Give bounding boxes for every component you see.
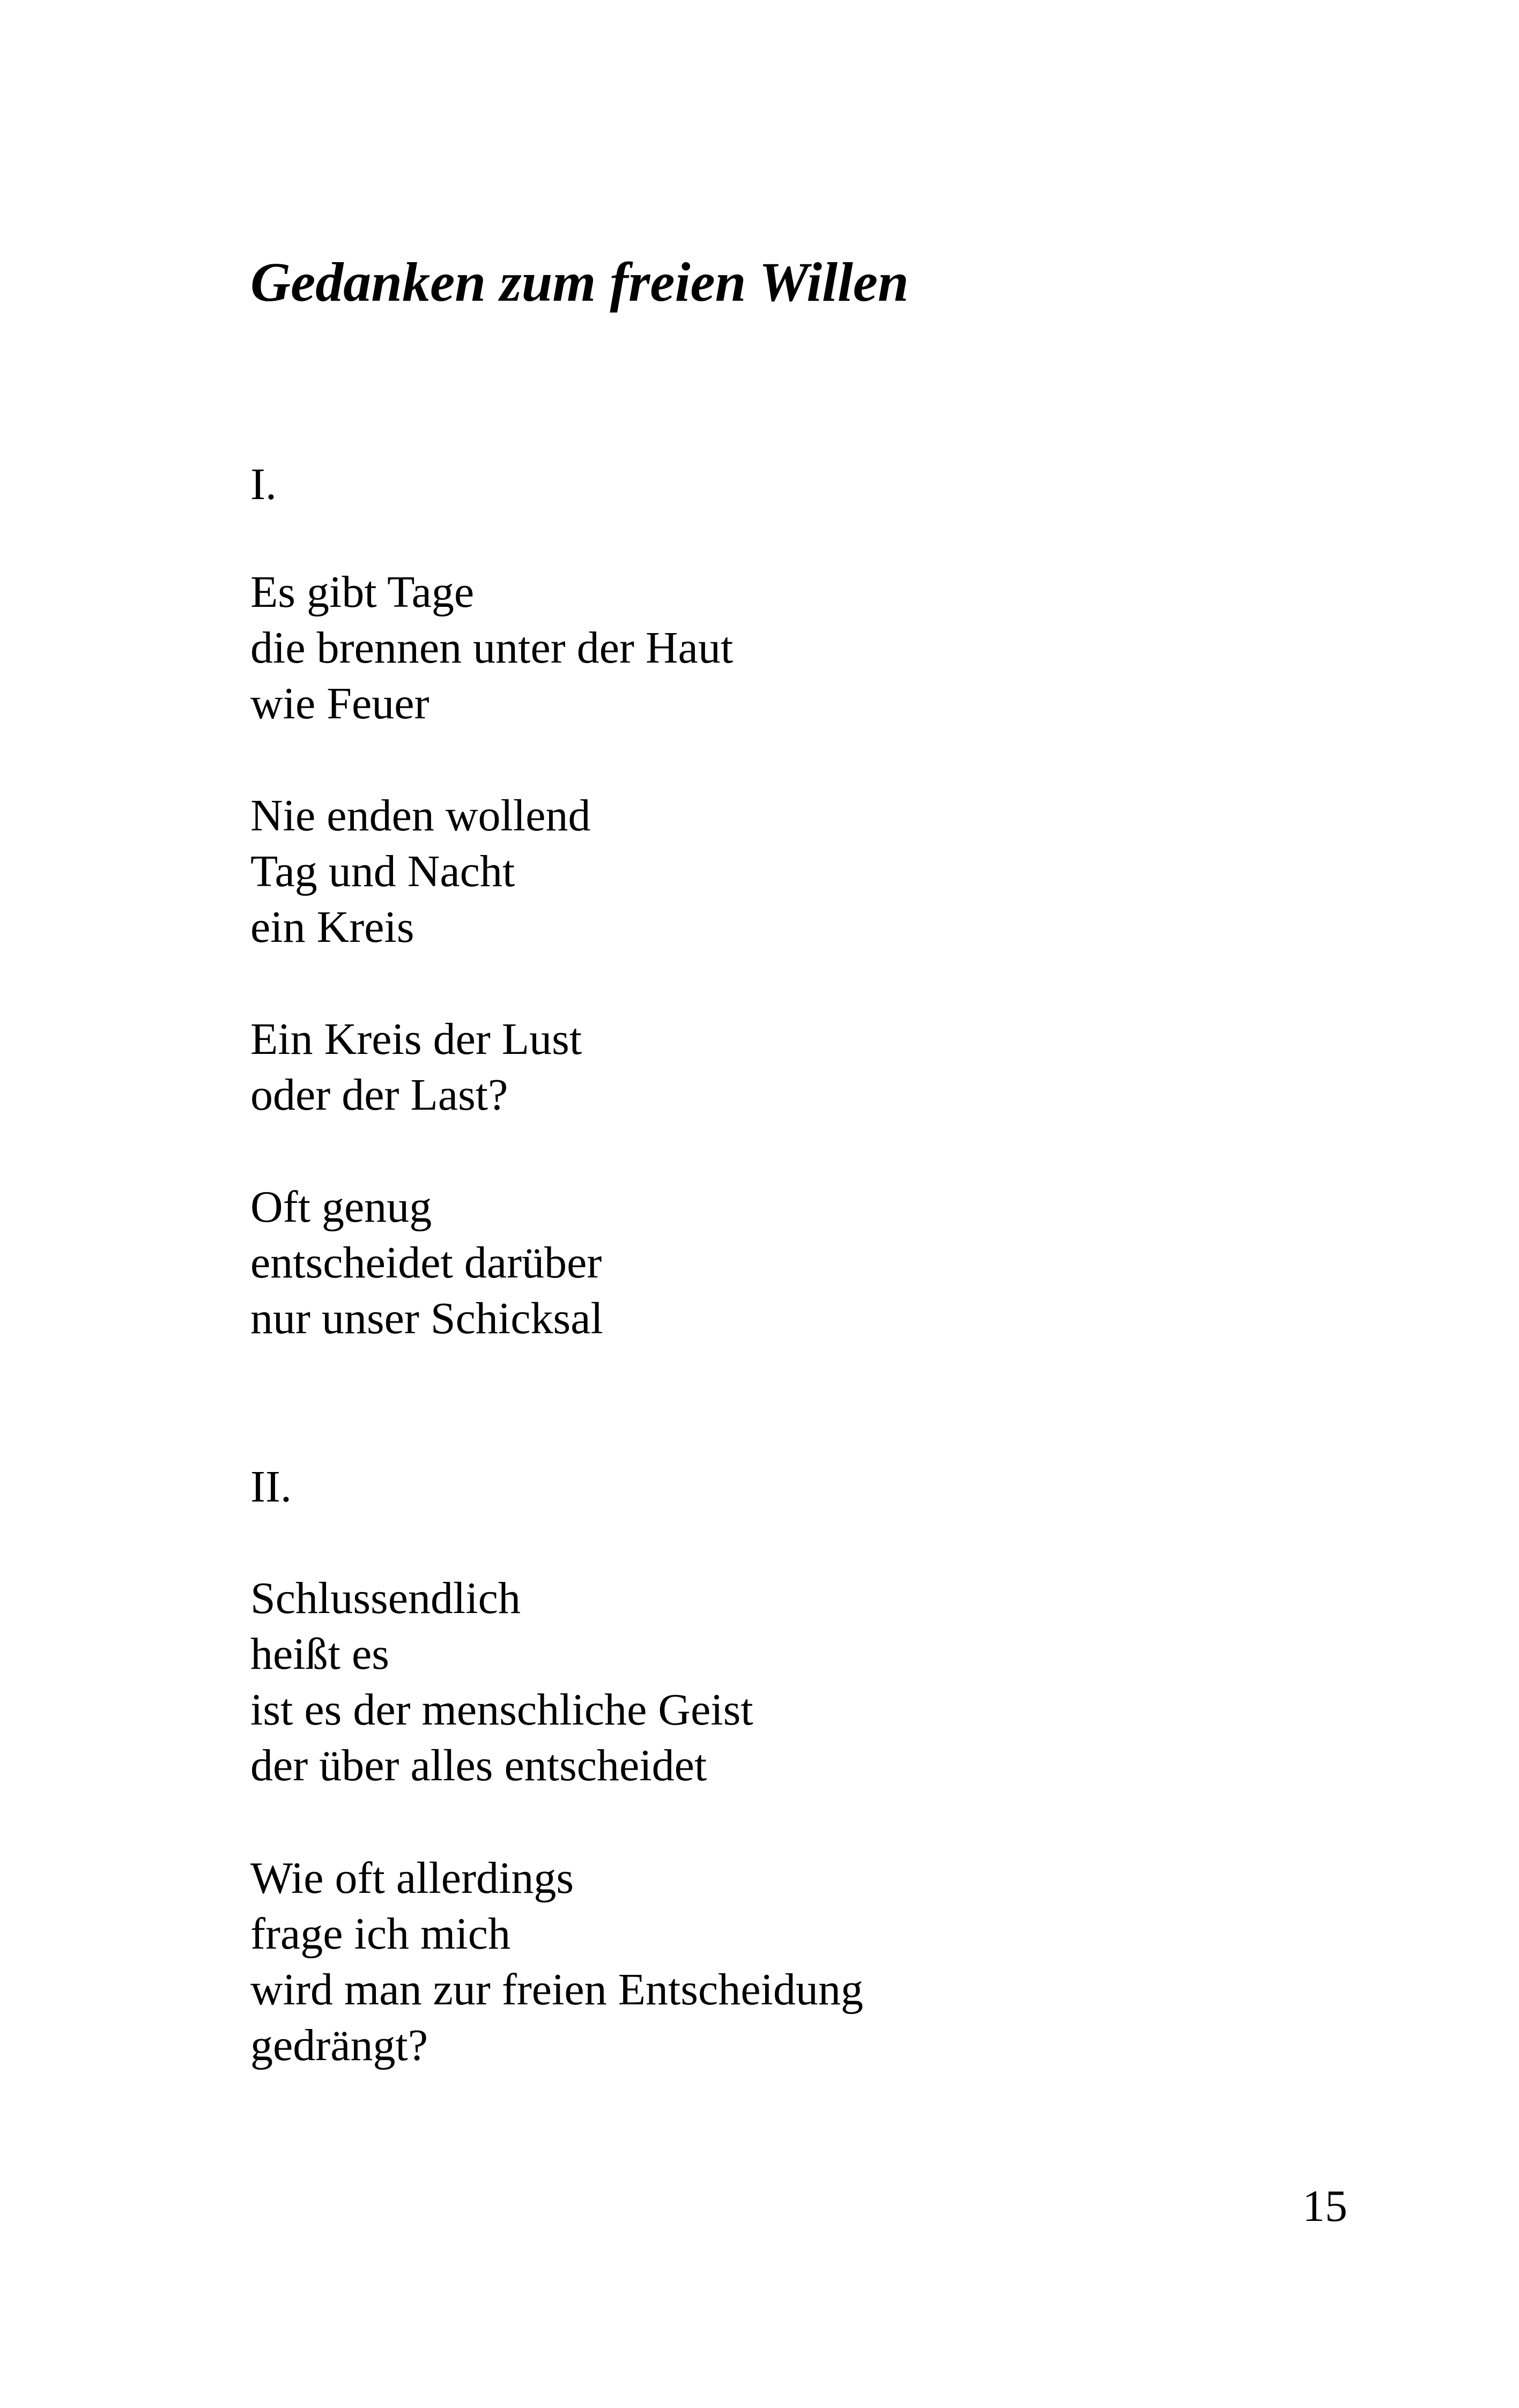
poem-line: Es gibt Tage [250,567,475,617]
stanza [250,1012,582,1123]
poem-line: entscheidet darüber [250,1238,602,1288]
poem-line: frage ich mich [250,1909,511,1959]
stanza [250,1850,863,2073]
stanza [250,1571,753,1794]
poem-line: gedrängt? [250,2020,428,2070]
poem-line: heißt es [250,1629,389,1679]
stanza [250,564,733,732]
poem-line: Schlussendlich [250,1573,521,1623]
poem-line: ist es der menschliche Geist [250,1685,753,1735]
poem-line: Tag und Nacht [250,846,515,896]
poem-line: Wie oft allerdings [250,1853,574,1903]
poem-line: Ein Kreis der Lust [250,1014,582,1064]
poem-line: wie Feuer [250,679,429,729]
poem-line: nur unser Schicksal [250,1294,603,1343]
page-number: 15 [1302,2181,1347,2231]
section-number-1: I. [250,459,277,509]
stanza [250,788,590,955]
poem-line: oder der Last? [250,1070,508,1120]
poem-line: Nie enden wollend [250,791,591,841]
poem-line: der über alles entscheidet [250,1741,707,1790]
poem-title: Gedanken zum freien Willen [250,251,909,313]
poem-line: wird man zur freien Entscheidung [250,1965,863,2015]
stanza [250,1179,603,1347]
poem-line: ein Kreis [250,902,414,952]
section-number-2: II. [250,1462,292,1512]
poem-line: die brennen unter der Haut [250,623,733,673]
poem-line: Oft genug [250,1182,432,1232]
